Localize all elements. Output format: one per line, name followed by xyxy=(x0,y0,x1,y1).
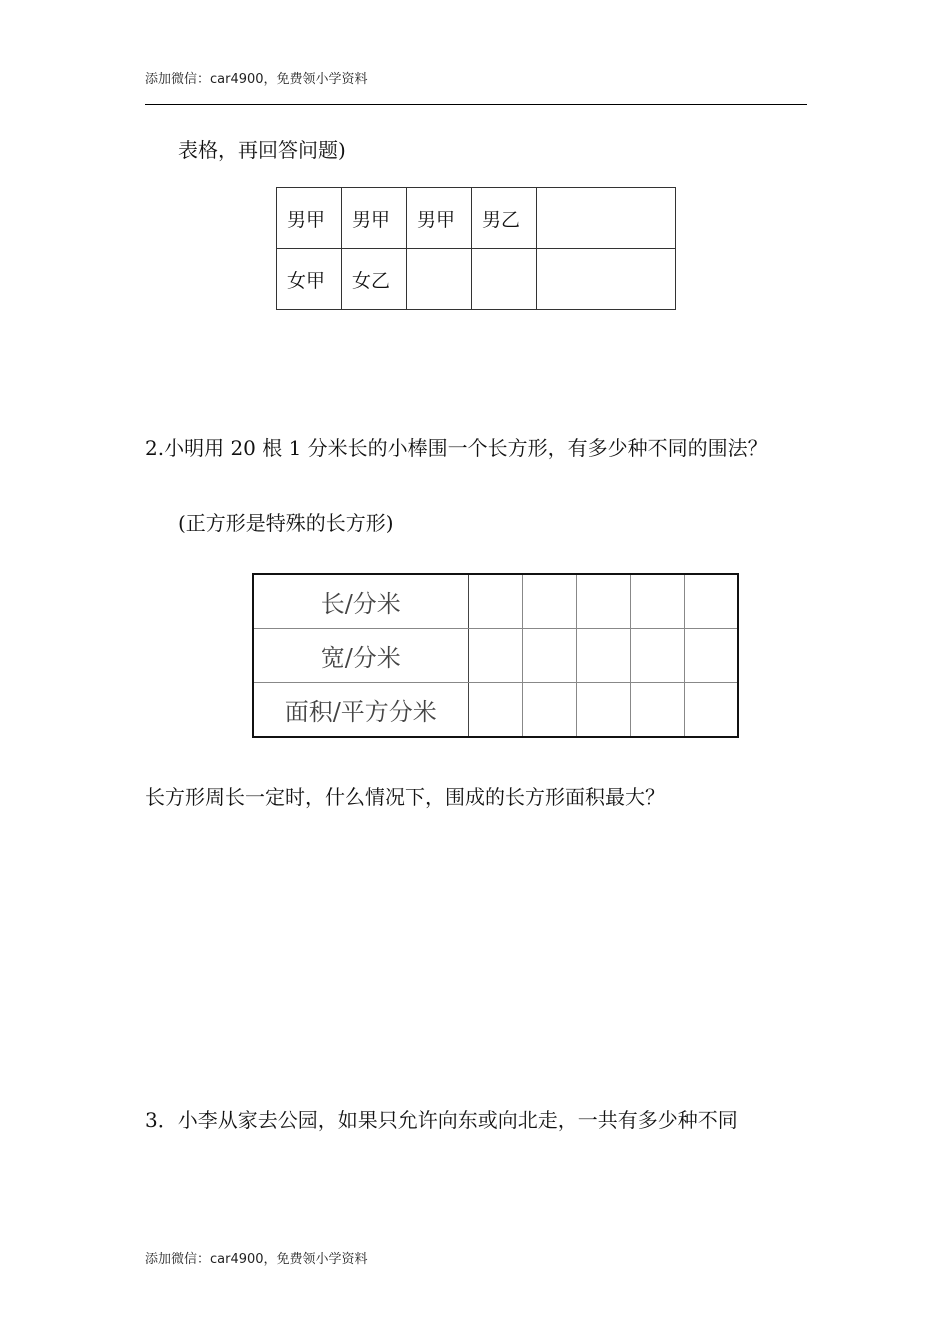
header-divider xyxy=(145,104,807,105)
table-cell-blank xyxy=(522,683,576,738)
pairing-table xyxy=(276,187,676,310)
question-2-text: 2.小明用 20 根 1 分米长的小棒围一个长方形，有多少种不同的围法？ xyxy=(145,436,768,460)
table-cell-blank xyxy=(576,629,630,683)
rectangle-table xyxy=(252,573,739,738)
table-row xyxy=(253,574,738,629)
table-cell: 男甲 xyxy=(407,188,472,249)
footer-watermark-text: 添加微信：car4900，免费领小学资料 xyxy=(145,1252,368,1267)
table-cell-blank xyxy=(684,683,738,738)
table-cell-blank xyxy=(407,249,472,310)
table-cell: 女乙 xyxy=(342,249,407,310)
table-cell-blank xyxy=(630,574,684,629)
intro-line: 表格，再回答问题) xyxy=(178,138,346,162)
question-3-text: 3．小李从家去公园，如果只允许向东或向北走，一共有多少种不同 xyxy=(145,1108,738,1132)
table-row xyxy=(253,629,738,683)
table-row xyxy=(253,683,738,738)
table-cell-blank xyxy=(576,683,630,738)
table-row xyxy=(277,188,676,249)
table-cell-blank xyxy=(576,574,630,629)
question-2-followup: 长方形周长一定时，什么情况下，围成的长方形面积最大？ xyxy=(145,785,665,809)
table-cell-blank xyxy=(468,629,522,683)
table-cell-blank xyxy=(630,629,684,683)
table-cell-blank xyxy=(472,249,537,310)
table-row xyxy=(277,249,676,310)
table-cell-blank xyxy=(468,683,522,738)
table-cell-blank xyxy=(468,574,522,629)
table-cell-blank xyxy=(630,683,684,738)
table-cell: 男甲 xyxy=(277,188,342,249)
table-cell-blank xyxy=(522,574,576,629)
row-label-length: 长/分米 xyxy=(253,574,468,629)
table-cell-blank xyxy=(537,249,676,310)
table-cell: 男乙 xyxy=(472,188,537,249)
table-cell: 女甲 xyxy=(277,249,342,310)
question-2-note: (正方形是特殊的长方形) xyxy=(178,511,394,535)
row-label-width: 宽/分米 xyxy=(253,629,468,683)
table-cell-blank xyxy=(684,629,738,683)
row-label-area: 面积/平方分米 xyxy=(253,683,468,738)
table-cell-blank xyxy=(522,629,576,683)
table-cell-blank xyxy=(684,574,738,629)
table-cell: 男甲 xyxy=(342,188,407,249)
header-watermark-text: 添加微信：car4900，免费领小学资料 xyxy=(145,72,368,87)
table-cell-blank xyxy=(537,188,676,249)
